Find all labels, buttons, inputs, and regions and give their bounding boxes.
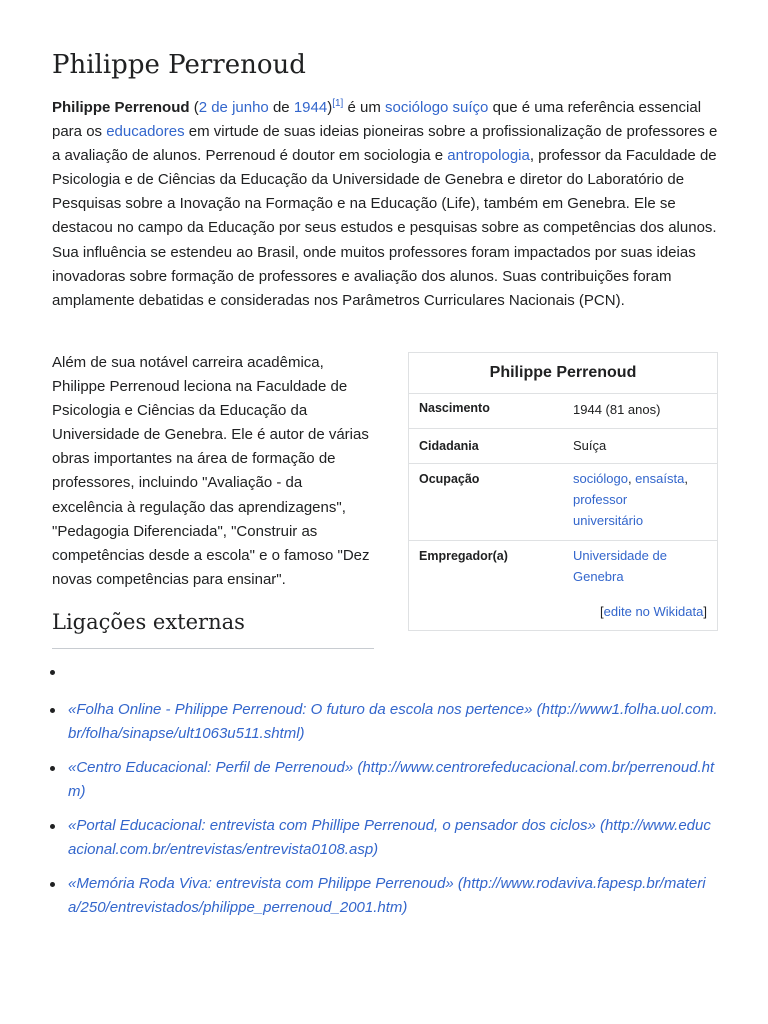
text: , professor da Faculdade de Psicologia e de Ciências da Educação da Universidade de Genebra e diretor do Laboratório de Pesquisas sobre a Inovação na Formação e na Educação (Life), também em Genebra. Ele se destacou no campo da Educação por seus estudos e pesquisas sobre as competências dos alunos. Sua influência se estendeu ao Brasil, onde muitos professores foram impactados por suas ideias inovadoras sobre formação de professores e avaliação dos alunos. Suas contribuições foram amplamente debatidas e consideradas nos Parâmetros Curriculares Nacionais (PCN). [52,147,717,309]
text: m) [68,783,86,800]
link-anthropology[interactable]: antropologia [447,147,530,165]
external-links-list [52,660,718,930]
link-birth-date[interactable]: 2 de junho [198,99,269,116]
list-item-empty [52,660,718,684]
text: «Centro Educacional: Perfil de Perrenoud» (http://www.centrorefeducacional.com.br/perrenoud.ht [68,759,715,776]
wikidata-edit [409,595,717,619]
text: , [684,471,688,486]
text: ) [327,99,333,116]
link-universidade-genebra[interactable] [573,548,667,584]
list-item [52,698,718,746]
text: Genebra [573,569,624,584]
text: «Portal Educacional: entrevista com Phillipe Perrenoud, o pensador dos ciclos» (http://www.educ [68,817,711,834]
text: que é uma referência essencial para os [52,99,702,141]
career-paragraph: Além de sua notável carreira acadêmica, Philippe Perrenoud leciona na Faculdade de Psicologia e Ciências da Educação da Universidade de Genebra. Ele é autor de várias obras importantes na área de formação de professores, incluindo "Avaliação - da excelência à regulação das aprendizagens", "Pedagogia Diferenciada", "Construir as competências desde a escola" e o famoso "Dez novas competências para ensinar". [52,354,370,588]
infobox [408,352,718,631]
infobox-row-empregador [409,541,717,595]
text: , [627,471,636,486]
link-ensaista[interactable]: ensaísta [635,471,685,486]
section-heading-external-links: Ligações externas [52,610,374,649]
link-professor-universitario[interactable] [573,492,643,528]
reference-1[interactable]: [1] [332,98,344,109]
infobox-row-nascimento [409,394,717,429]
infobox-value: 1944 (81 anos) [573,402,661,417]
text: a/250/entrevistados/philippe_perrenoud_2001.htm) [68,899,408,916]
text: em virtude de suas ideias pioneiras sobre a profissionalização de professores e a avaliação de alunos. Perrenoud é doutor em sociologia e [52,123,718,165]
text: «Memória Roda Viva: entrevista com Philippe Perrenoud» (http://www.rodaviva.fapesp.br/materi [68,875,706,892]
infobox-value [563,464,717,540]
text: Universidade de [573,548,667,563]
link-educators[interactable]: educadores [106,123,185,141]
text: «Folha Online - Philippe Perrenoud: O futuro da escola nos pertence» (http://www1.folha.uol.com. [68,701,718,718]
infobox-row-ocupacao [409,464,717,541]
text: acional.com.br/entrevistas/entrevista0108.asp) [68,841,379,858]
link-sociologo[interactable]: sociólogo [573,471,628,486]
external-link-portal-educacional[interactable] [68,817,711,858]
text: universitário [573,513,644,528]
text: de [268,99,294,116]
list-item [52,756,718,804]
page-title: Philippe Perrenoud [52,50,306,80]
intro-paragraph [52,96,718,313]
infobox-label: Empregador(a) [419,549,508,563]
link-profession[interactable]: sociólogo suíço [385,99,489,116]
text: br/folha/sinapse/ult1063u511.shtml) [68,725,305,742]
infobox-title: Philippe Perrenoud [409,353,717,394]
infobox-label: Cidadania [419,439,479,453]
external-link-centro-educacional[interactable] [68,759,714,800]
infobox-label: Nascimento [419,401,490,415]
list-item [52,814,718,862]
infobox-value: Suíça [573,438,607,453]
external-link-roda-viva[interactable] [68,875,706,916]
text: é um [343,99,385,116]
text: ( [189,99,199,116]
link-birth-year[interactable]: 1944 [293,99,328,116]
text: ] [703,604,707,619]
external-link-folha[interactable] [68,701,718,742]
edit-wikidata-link[interactable]: edite no Wikidata [603,604,704,619]
text: professor [573,492,628,507]
infobox-label: Ocupação [419,472,480,486]
infobox-row-cidadania [409,429,717,464]
list-item [52,872,718,920]
infobox-value [563,541,717,595]
text: [ [600,604,604,619]
subject-name: Philippe Perrenoud [52,99,190,116]
